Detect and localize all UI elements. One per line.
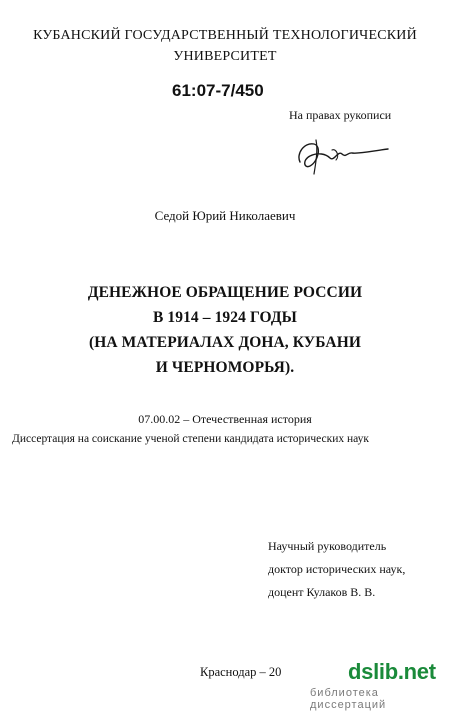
university-name-line1: КУБАНСКИЙ ГОСУДАРСТВЕННЫЙ ТЕХНОЛОГИЧЕСКИЙ: [33, 28, 417, 43]
dissertation-description: Диссертация на соискание ученой степени кандидата исторических наук: [12, 433, 370, 445]
title-line-4: И ЧЕРНОМОРЬЯ).: [155, 359, 295, 376]
title-line-1: ДЕНЕЖНОЕ ОБРАЩЕНИЕ РОССИИ: [87, 284, 363, 301]
title-line-3: (НА МАТЕРИАЛАХ ДОНА, КУБАНИ: [88, 334, 362, 351]
title-line-2: В 1914 – 1924 ГОДЫ: [152, 309, 298, 326]
watermark-brand-text: dslib.net: [348, 659, 436, 684]
author-name: Седой Юрий Николаевич: [154, 208, 296, 223]
city-year: Краснодар – 20: [200, 665, 282, 679]
supervisor-degree: доктор исторических наук,: [268, 562, 406, 576]
signature: [292, 132, 402, 177]
manuscript-rights-note: На правах рукописи: [289, 108, 392, 122]
watermark-brand: [348, 661, 436, 683]
supervisor-name: доцент Кулаков В. В.: [268, 585, 376, 599]
specialty: 07.00.02 – Отечественная история: [138, 412, 312, 426]
university-name-line2: УНИВЕРСИТЕТ: [173, 49, 277, 64]
document-code: 61:07-7/450: [172, 81, 264, 100]
watermark-subtitle: библиотека диссертаций: [310, 687, 387, 711]
supervisor-label: Научный руководитель: [268, 539, 387, 553]
